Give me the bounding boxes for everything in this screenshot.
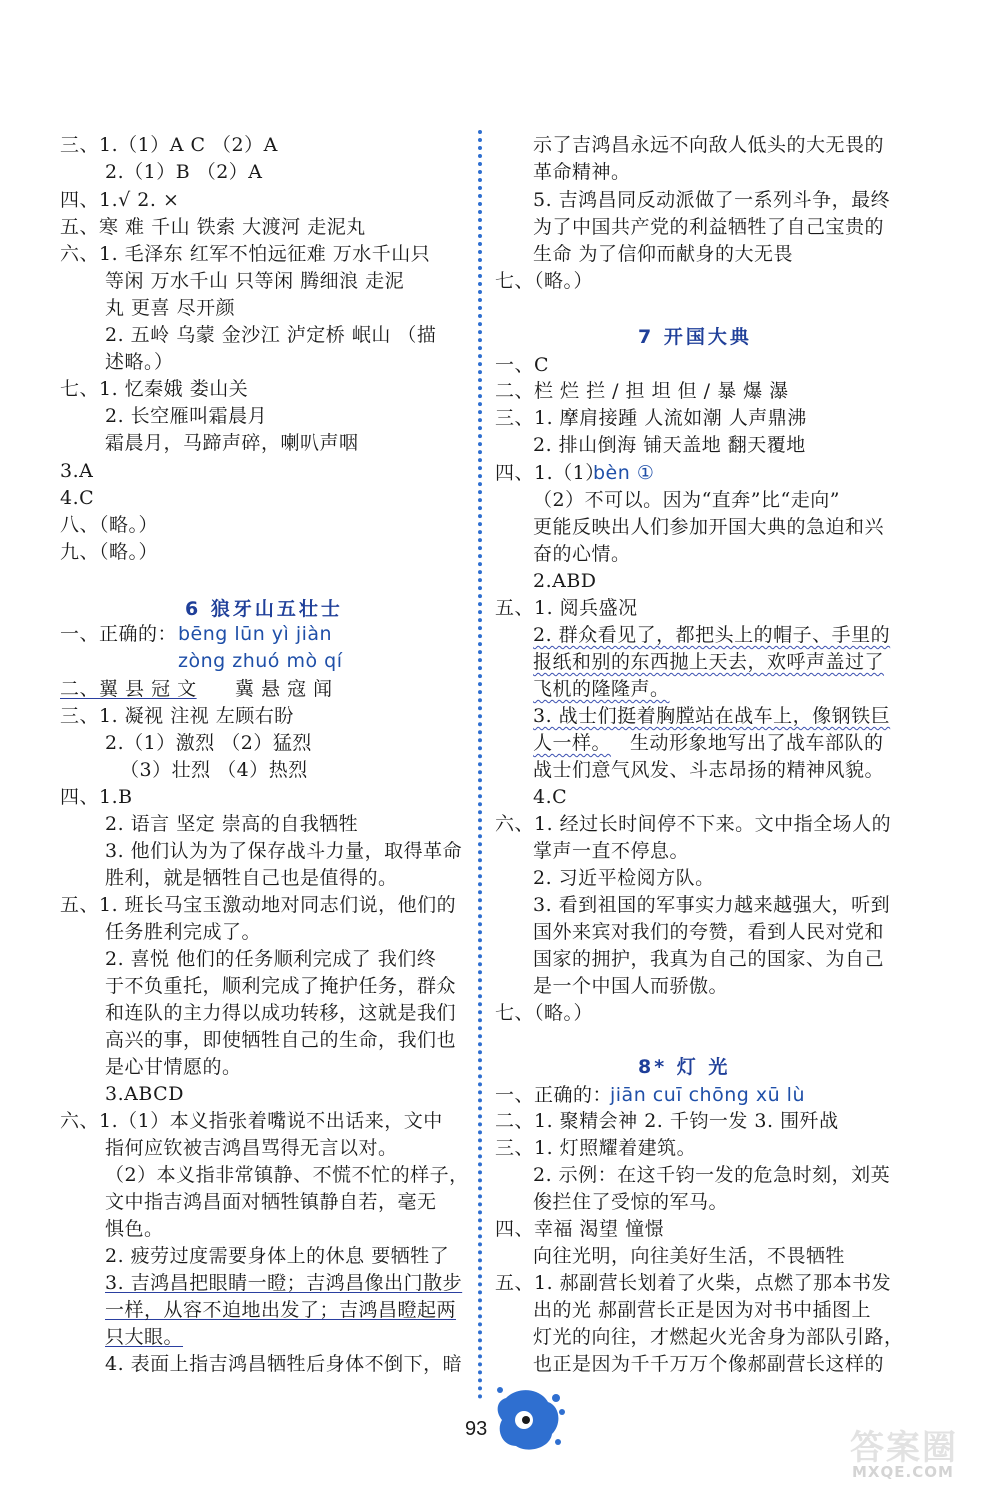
text-line: 七、（略。） [495, 1002, 594, 1024]
text-line: 三、1. 凝视 注视 左顾右盼 [60, 705, 294, 727]
text-line: 霜晨月，马蹄声碎，喇叭声咽 [105, 432, 359, 454]
text-line: 奋的心情。 [533, 543, 631, 565]
text-line: 四、1.（1） [495, 462, 605, 484]
text-line: 一、正确的： [495, 1084, 613, 1106]
text-line: 更能反映出人们参加开国大典的急迫和兴 [533, 516, 885, 538]
text-line: 3. 他们认为为了保存战斗力量，取得革命 [105, 840, 463, 862]
text-line: （2）不可以。因为“直奔”比“走向” [533, 489, 840, 511]
text-line: 生命 为了信仰而献身的大无畏 [533, 243, 794, 265]
text-line: 为了中国共产党的利益牺牲了自己宝贵的 [533, 216, 885, 238]
wavy-underlined-answer: 2. 群众看见了，都把头上的帽子、手里的 [533, 624, 891, 646]
splash-mascot-icon [488, 1380, 568, 1460]
text-line: 七、（略。） [495, 270, 594, 292]
text-line: 3.A [60, 460, 94, 482]
text-line: 文中指吉鸿昌面对牺牲镇静自若，毫无 [105, 1191, 437, 1213]
text-line: 五、1. 班长马宝玉激动地对同志们说，他们的 [60, 894, 457, 916]
text-line: 2. 语言 坚定 崇高的自我牺牲 [105, 813, 359, 835]
text-line: 八、（略。） [60, 514, 159, 536]
text-line: 四、1.B [60, 786, 133, 808]
wavy-underlined-answer: 3. 战士们挺着胸膛站在战车上，像钢铁巨 [533, 705, 891, 727]
text-line: 任务胜利完成了。 [105, 921, 262, 943]
underlined-answer: 只大眼。 [105, 1326, 184, 1348]
text-line: 是心甘情愿的。 [105, 1056, 242, 1078]
page-number: 93 [465, 1418, 488, 1440]
text-line: 五、寒 难 千山 铁索 大渡河 走泥丸 [60, 216, 366, 238]
text-line: 九、（略。） [60, 541, 159, 563]
text-line: （2）本义指非常镇静、不慌不忙的样子， [105, 1164, 469, 1186]
wavy-underlined-answer: 人一样。 [533, 732, 612, 754]
text-line: 生动形象地写出了战车部队的 [630, 732, 884, 754]
text-line: 二、栏 烂 拦 / 担 坦 但 / 暴 爆 瀑 [495, 380, 789, 402]
text-line: 六、1.（1）本义指张着嘴说不出话来，文中 [60, 1110, 443, 1132]
section-title: 6 狼牙山五壮士 [185, 598, 343, 620]
text-line: 五、1. 郝副营长划着了火柴，点燃了那本书发 [495, 1272, 892, 1294]
text-line: 2. 疲劳过度需要身体上的休息 要牺牲了 [105, 1245, 450, 1267]
text-line: 2. 长空雁叫霜晨月 [105, 405, 268, 427]
text-line: 俊拦住了受惊的军马。 [533, 1191, 729, 1213]
text-line: 4.C [533, 786, 568, 808]
text-line: 2.（1）B （2）A [105, 161, 263, 183]
text-line: 高兴的事，即使牺牲自己的生命，我们也 [105, 1029, 457, 1051]
pinyin-answer: bēng lūn yì jiàn [178, 623, 333, 645]
text-line: 胜利，就是牺牲自己也是值得的。 [105, 867, 398, 889]
text-line: 述略。） [105, 351, 174, 373]
text-line: 七、1. 忆秦娥 娄山关 [60, 378, 249, 400]
text-line: 六、1. 毛泽东 红军不怕远征难 万水千山只 [60, 243, 431, 265]
text-line: 指何应钦被吉鸿昌骂得无言以对。 [105, 1137, 398, 1159]
text-line: 向往光明，向往美好生活，不畏牺牲 [533, 1245, 846, 1267]
underlined-answer: 二、翼 县 冠 文 [60, 678, 197, 700]
section-title: 7 开国大典 [638, 326, 752, 348]
text-line: 一、正确的： [60, 623, 178, 645]
text-line: 2. 排山倒海 铺天盖地 翻天覆地 [533, 434, 806, 456]
text-line: 四、1.√ 2. × [60, 189, 180, 211]
text-line: 战士们意气风发、斗志昂扬的精神风貌。 [533, 759, 885, 781]
text-line: 惧色。 [105, 1218, 164, 1240]
text-line: 国外来宾对我们的夸赞，看到人民对党和 [533, 921, 885, 943]
text-line: 于不负重托，顺利完成了掩护任务，群众 [105, 975, 457, 997]
text-line: 四、幸福 渴望 憧憬 [495, 1218, 665, 1240]
text-line: 丸 更喜 尽开颜 [105, 297, 236, 319]
text-line: 3.ABCD [105, 1083, 184, 1105]
text-line: 示了吉鸿昌永远不向敌人低头的大无畏的 [533, 134, 885, 156]
text-line: 革命精神。 [533, 161, 631, 183]
text-line: （3）壮烈 （4）热烈 [120, 759, 308, 781]
text-line: 2. 五岭 乌蒙 金沙江 泸定桥 岷山 （描 [105, 324, 437, 346]
text-line: 掌声一直不停息。 [533, 840, 690, 862]
wavy-underlined-answer: 报纸和别的东西抛上天去，欢呼声盖过了 [533, 651, 885, 673]
text-line: 三、1. 摩肩接踵 人流如潮 人声鼎沸 [495, 407, 807, 429]
text-line: 2.ABD [533, 570, 597, 592]
text-line: 五、1. 阅兵盛况 [495, 597, 638, 619]
text-line: 4. 表面上指吉鸿昌牺牲后身体不倒下，暗 [105, 1353, 463, 1375]
text-line: 3. 看到祖国的军事实力越来越强大，听到 [533, 894, 891, 916]
text-line: 是一个中国人而骄傲。 [533, 975, 729, 997]
pinyin-answer: jiān cuī chōng xū lù [610, 1084, 805, 1106]
text-line: 4.C [60, 487, 95, 509]
text-line: 也正是因为千千万万个像郝副营长这样的 [533, 1353, 885, 1375]
text-line: 三、1. 灯照耀着建筑。 [495, 1137, 697, 1159]
column-divider [478, 130, 482, 1400]
text-line: 5. 吉鸿昌同反动派做了一系列斗争，最终 [533, 189, 891, 211]
text-line: 2. 习近平检阅方队。 [533, 867, 715, 889]
text-line: 2. 喜悦 他们的任务顺利完成了 我们终 [105, 948, 437, 970]
pinyin-answer: bèn ① [593, 462, 655, 484]
text-line: 国家的拥护，我真为自己的国家、为自己 [533, 948, 885, 970]
section-title: 8* 灯 光 [638, 1056, 731, 1078]
text-line: 2.（1）激烈 （2）猛烈 [105, 732, 312, 754]
watermark-logo: 答案圈 [850, 1428, 958, 1468]
text-line: 一、C [495, 354, 550, 376]
text-line: 三、1.（1）A C （2）A [60, 134, 278, 156]
text-line: 出的光 郝副营长正是因为对书中插图上 [533, 1299, 872, 1321]
text-line: 二、1. 聚精会神 2. 千钧一发 3. 围歼战 [495, 1110, 839, 1132]
watermark-url: MXQE.COM [852, 1463, 954, 1481]
wavy-underlined-answer: 飞机的隆隆声。 [533, 678, 670, 700]
underlined-answer: 3. 吉鸿昌把眼睛一瞪；吉鸿昌像出门散步 [105, 1272, 463, 1294]
text-line: 2. 示例：在这千钧一发的危急时刻，刘英 [533, 1164, 891, 1186]
text-line: 灯光的向往，才燃起火光舍身为部队引路， [533, 1326, 904, 1348]
underlined-answer: 一样，从容不迫地出发了；吉鸿昌瞪起两 [105, 1299, 457, 1321]
text-line: 等闲 万水千山 只等闲 腾细浪 走泥 [105, 270, 405, 292]
text-line: 和连队的主力得以成功转移，这就是我们 [105, 1002, 457, 1024]
text-line: 六、1. 经过长时间停不下来。文中指全场人的 [495, 813, 892, 835]
text-line: 冀 悬 寇 闻 [235, 678, 333, 700]
pinyin-answer: zòng zhuó mò qí [178, 650, 343, 672]
